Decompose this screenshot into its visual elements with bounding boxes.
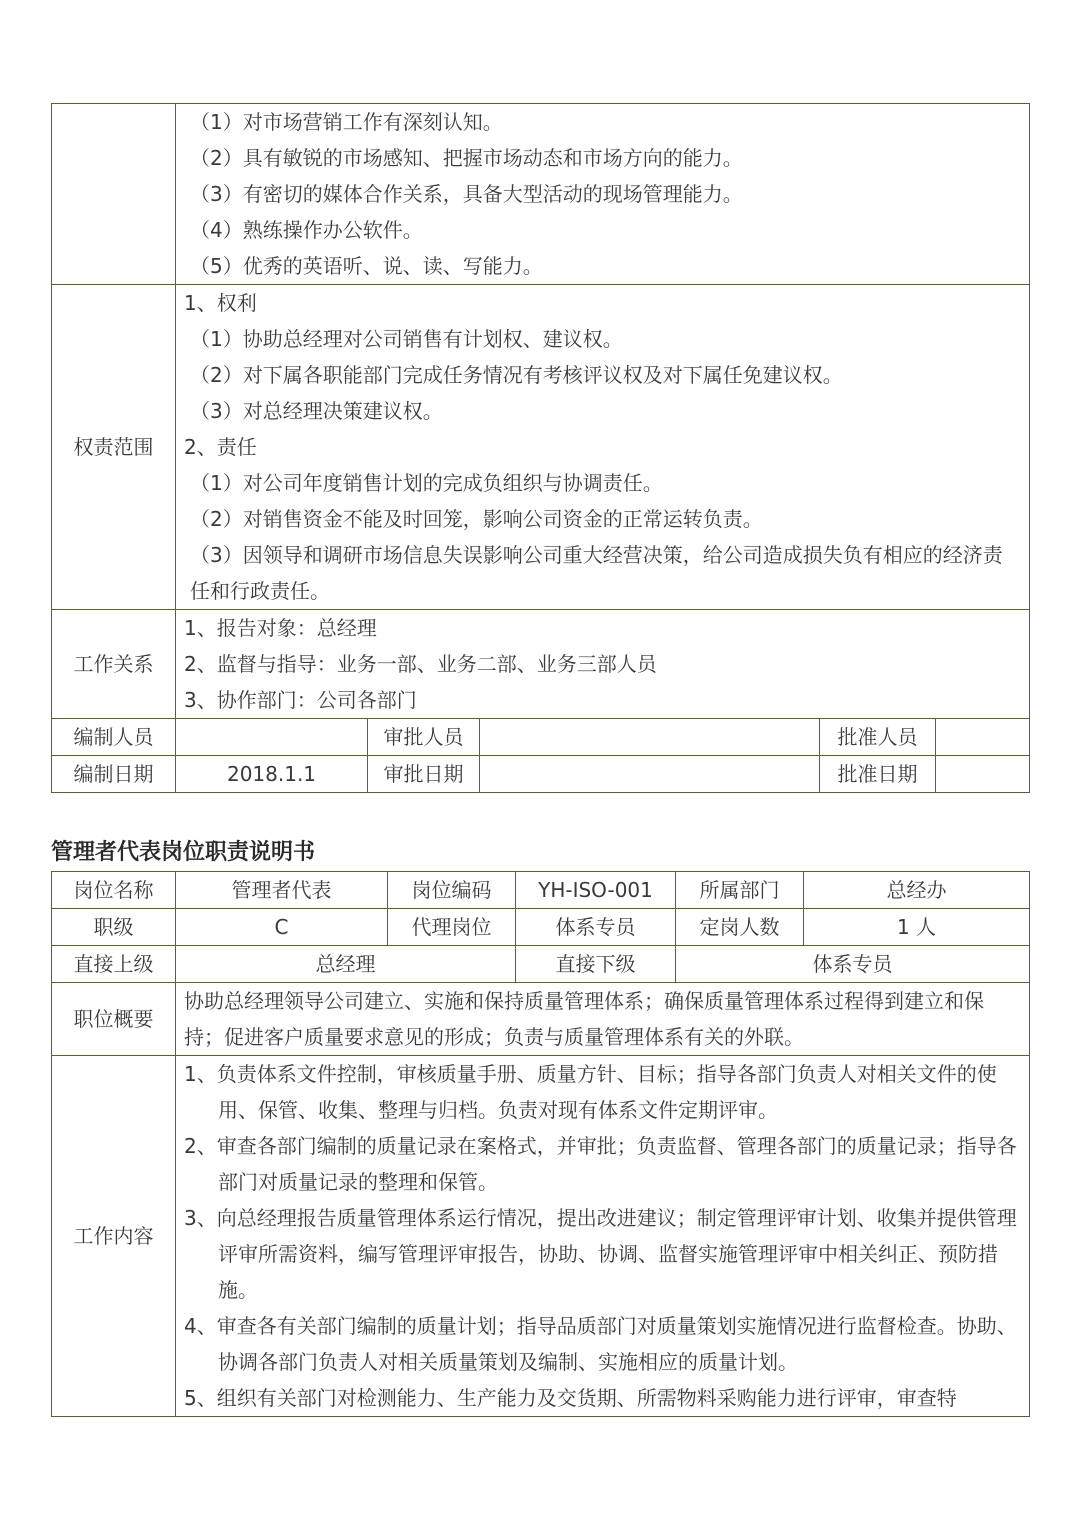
prepared-date-value: 2018.1.1	[176, 756, 368, 793]
grade-value: C	[176, 909, 388, 946]
work-row	[52, 1056, 1030, 1417]
reviewed-by-value	[480, 719, 820, 756]
summary-text: 协助总经理领导公司建立、实施和保持质量管理体系；确保质量管理体系过程得到建立和保持；促进客户质量要求意见的形成；负责与质量管理体系有关的外联。	[176, 983, 1030, 1056]
prepared-by-value	[176, 719, 368, 756]
authority-label: 权责范围	[52, 285, 176, 610]
summary-row	[52, 983, 1030, 1056]
dates-row	[52, 756, 1030, 793]
rights-line: （3）对总经理决策建议权。	[190, 399, 443, 423]
post-code-value: YH-ISO-001	[516, 872, 676, 909]
job-description-table-continued	[51, 103, 1030, 793]
prepared-date-label: 编制日期	[52, 756, 176, 793]
proxy-value: 体系专员	[516, 909, 676, 946]
relations-label: 工作关系	[52, 610, 176, 719]
relations-row	[52, 610, 1030, 719]
qualification-row	[52, 104, 1030, 285]
approved-by-label: 批准人员	[820, 719, 936, 756]
duties-heading: 2、责任	[184, 435, 257, 459]
rights-line: （2）对下属各职能部门完成任务情况有考核评议权及对下属任免建议权。	[190, 363, 843, 387]
work-content	[176, 1056, 1030, 1417]
post-name-value: 管理者代表	[176, 872, 388, 909]
rights-line: （1）协助总经理对公司销售有计划权、建议权。	[190, 327, 623, 351]
qualification-line: （3）有密切的媒体合作关系，具备大型活动的现场管理能力。	[190, 182, 743, 206]
section-title: 管理者代表岗位职责说明书	[51, 839, 316, 865]
qualification-content	[176, 104, 1030, 285]
qualification-label-cell	[52, 104, 176, 285]
work-item: 4、审查各有关部门编制的质量计划；指导品质部门对质量策划实施情况进行监督检查。协助、协调各部门负责人对相关质量策划及编制、实施相应的质量计划。	[184, 1314, 1017, 1374]
subordinate-label: 直接下级	[516, 946, 676, 983]
grade-row	[52, 909, 1030, 946]
relations-line: 1、报告对象：总经理	[184, 616, 377, 640]
relations-line: 2、监督与指导：业务一部、业务二部、业务三部人员	[184, 652, 657, 676]
qualification-line: （1）对市场营销工作有深刻认知。	[190, 110, 503, 134]
superior-value: 总经理	[176, 946, 516, 983]
work-item: 1、负责体系文件控制，审核质量手册、质量方针、目标；指导各部门负责人对相关文件的使用、保管、收集、整理与归档。负责对现有体系文件定期评审。	[184, 1062, 997, 1122]
post-name-label: 岗位名称	[52, 872, 176, 909]
summary-label: 职位概要	[52, 983, 176, 1056]
relations-content	[176, 610, 1030, 719]
duties-line: （2）对销售资金不能及时回笼，影响公司资金的正常运转负责。	[190, 507, 763, 531]
dept-value: 总经办	[804, 872, 1030, 909]
prepared-by-row	[52, 719, 1030, 756]
work-item: 2、审查各部门编制的质量记录在案格式，并审批；负责监督、管理各部门的质量记录；指导各部门对质量记录的整理和保管。	[184, 1134, 1017, 1194]
work-item: 3、向总经理报告质量管理体系运行情况，提出改进建议；制定管理评审计划、收集并提供管理评审所需资料，编写管理评审报告，协助、协调、监督实施管理评审中相关纠正、预防措施。	[184, 1206, 1017, 1302]
qualification-line: （4）熟练操作办公软件。	[190, 218, 423, 242]
approved-date-label: 批准日期	[820, 756, 936, 793]
relations-line: 3、协作部门：公司各部门	[184, 688, 417, 712]
approved-by-value	[936, 719, 1030, 756]
duties-line: （3）因领导和调研市场信息失误影响公司重大经营决策，给公司造成损失负有相应的经济责任和行政责任。	[190, 543, 1003, 603]
qualification-line: （5）优秀的英语听、说、读、写能力。	[190, 254, 543, 278]
authority-row	[52, 285, 1030, 610]
work-label: 工作内容	[52, 1056, 176, 1417]
prepared-by-label: 编制人员	[52, 719, 176, 756]
dept-label: 所属部门	[676, 872, 804, 909]
authority-content	[176, 285, 1030, 610]
post-row	[52, 872, 1030, 909]
reporting-row	[52, 946, 1030, 983]
reviewed-by-label: 审批人员	[368, 719, 480, 756]
reviewed-date-value	[480, 756, 820, 793]
headcount-label: 定岗人数	[676, 909, 804, 946]
qualification-line: （2）具有敏锐的市场感知、把握市场动态和市场方向的能力。	[190, 146, 743, 170]
proxy-label: 代理岗位	[388, 909, 516, 946]
duties-line: （1）对公司年度销售计划的完成负组织与协调责任。	[190, 471, 663, 495]
work-item: 5、组织有关部门对检测能力、生产能力及交货期、所需物料采购能力进行评审，审查特	[184, 1386, 957, 1410]
superior-label: 直接上级	[52, 946, 176, 983]
grade-label: 职级	[52, 909, 176, 946]
headcount-value: 1 人	[804, 909, 1030, 946]
post-code-label: 岗位编码	[388, 872, 516, 909]
rights-heading: 1、权利	[184, 291, 257, 315]
management-rep-table	[51, 871, 1030, 1417]
approved-date-value	[936, 756, 1030, 793]
subordinate-value: 体系专员	[676, 946, 1030, 983]
reviewed-date-label: 审批日期	[368, 756, 480, 793]
